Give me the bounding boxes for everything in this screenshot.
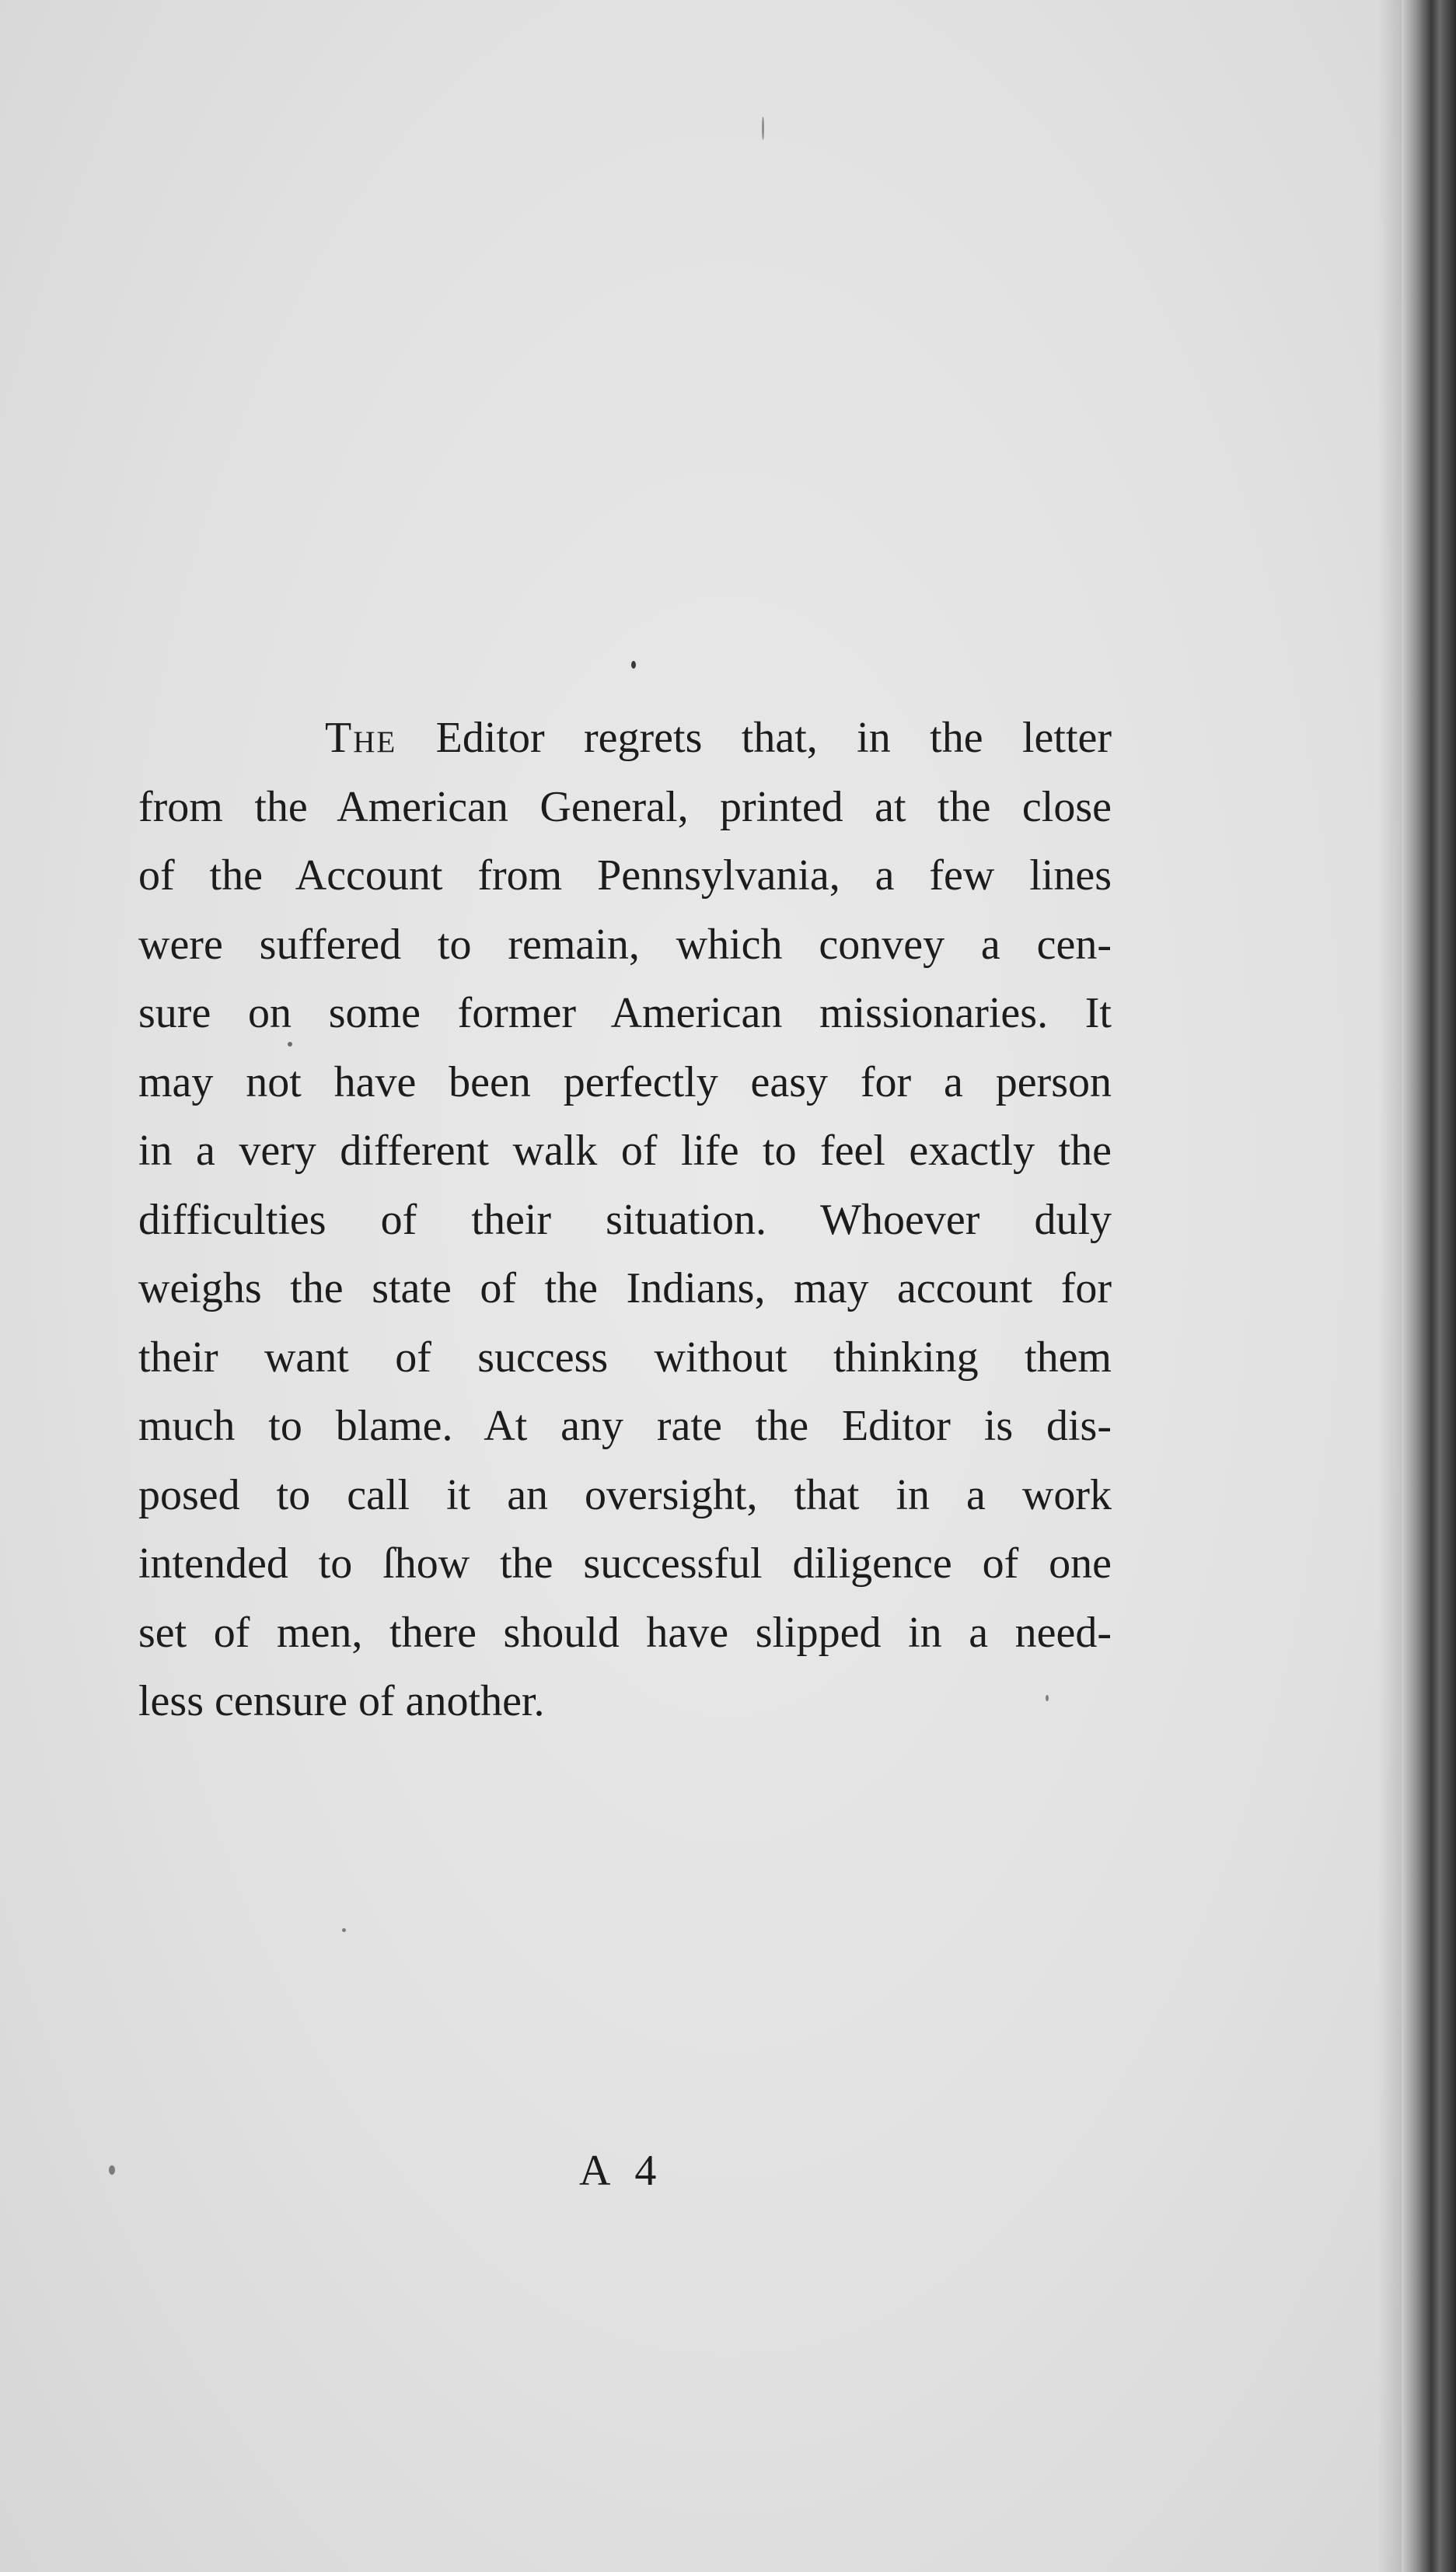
paragraph-line: posed to call it an oversight, that in a work bbox=[138, 1470, 1112, 1519]
line-text: Editor regrets that, in the letter bbox=[396, 714, 1112, 762]
paragraph-line: in a very different walk of life to feel exactly the bbox=[138, 1127, 1112, 1175]
editor-note-paragraph bbox=[138, 704, 1112, 1736]
paragraph-line: were suffered to remain, which convey a cen- bbox=[138, 920, 1112, 969]
paragraph-line: much to blame. At any rate the Editor is dis- bbox=[138, 1402, 1112, 1450]
paragraph-line: difficulties of their situation. Whoever duly bbox=[138, 1195, 1112, 1244]
ink-speck bbox=[762, 117, 764, 140]
paragraph-line: intended to ſhow the successful diligence of one bbox=[138, 1539, 1112, 1588]
ink-speck bbox=[342, 1928, 346, 1932]
paragraph-line: may not have been perfectly easy for a person bbox=[138, 1057, 1112, 1106]
signature-mark: A 4 bbox=[579, 2147, 665, 2195]
ink-speck bbox=[631, 661, 636, 669]
paragraph-line: from the American General, printed at the close bbox=[138, 782, 1112, 831]
lead-word: The bbox=[325, 714, 397, 762]
ink-speck bbox=[288, 1042, 292, 1047]
paragraph-line: sure on some former American missionaries. It bbox=[138, 989, 1112, 1037]
book-binding-edge bbox=[1402, 0, 1456, 2572]
ink-speck bbox=[1046, 1695, 1049, 1701]
paragraph-line bbox=[138, 704, 1112, 773]
paragraph-line: set of men, there should have slipped in a need- bbox=[138, 1608, 1112, 1657]
paragraph-line: of the Account from Pennsylvania, a few lines bbox=[138, 851, 1112, 900]
paragraph-line: their want of success without thinking them bbox=[138, 1333, 1112, 1382]
page-shadow bbox=[1378, 0, 1402, 2572]
paragraph-line: less censure of another. bbox=[138, 1677, 545, 1725]
ink-speck bbox=[109, 2165, 115, 2175]
paragraph-line: weighs the state of the Indians, may account for bbox=[138, 1264, 1112, 1312]
